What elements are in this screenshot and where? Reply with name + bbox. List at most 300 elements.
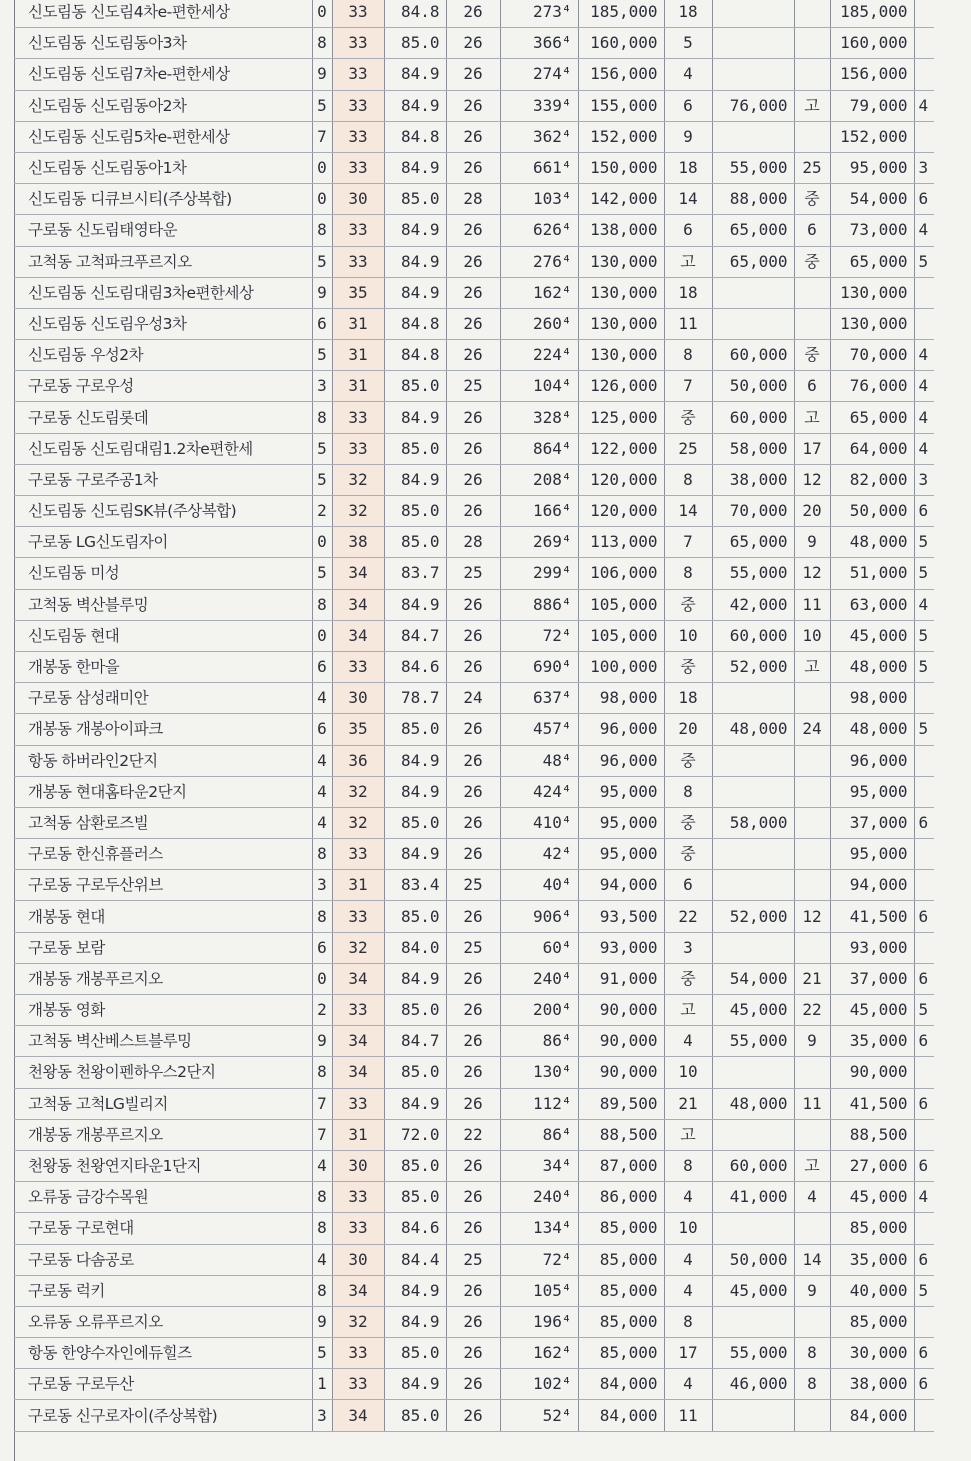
jeonse-floor-cell: 11 — [794, 589, 830, 620]
floor-level-cell: 4 — [664, 59, 712, 90]
jeonse-price-cell — [712, 932, 794, 963]
floor-level-cell: 10 — [664, 620, 712, 651]
pyeong-cell: 34 — [332, 1275, 384, 1306]
extra-cell: 6 — [914, 1338, 934, 1369]
gap-cell: 70,000 — [830, 340, 914, 371]
type-area-cell: 25 — [446, 558, 500, 589]
table-row — [14, 121, 934, 152]
jeonse-floor-cell: 10 — [794, 620, 830, 651]
jeonse-floor-cell — [794, 1400, 830, 1431]
sale-price-cell: 142,000 — [578, 184, 664, 215]
households-cell: 424⁴ — [500, 776, 578, 807]
apartment-name-cell: 구로동 구로두산위브 — [14, 870, 312, 901]
jeonse-floor-cell — [794, 683, 830, 714]
gap-cell: 94,000 — [830, 870, 914, 901]
floor-level-cell: 6 — [664, 90, 712, 121]
sale-price-cell: 130,000 — [578, 246, 664, 277]
jeonse-price-cell — [712, 839, 794, 870]
pyeong-cell: 31 — [332, 371, 384, 402]
apartment-name-cell: 신도림동 신도림동아3차 — [14, 28, 312, 59]
apartment-name-cell: 개봉동 개봉아이파크 — [14, 714, 312, 745]
sale-price-cell: 152,000 — [578, 121, 664, 152]
floor-cell: 4 — [312, 776, 332, 807]
gap-cell: 45,000 — [830, 1182, 914, 1213]
area-cell: 85.0 — [384, 807, 446, 838]
extra-cell: 4 — [914, 402, 934, 433]
households-cell: 196⁴ — [500, 1306, 578, 1337]
pyeong-cell: 33 — [332, 1369, 384, 1400]
type-area-cell: 26 — [446, 1026, 500, 1057]
pyeong-cell: 34 — [332, 1026, 384, 1057]
table-row — [14, 714, 934, 745]
floor-level-cell: 9 — [664, 121, 712, 152]
pyeong-cell: 34 — [332, 1057, 384, 1088]
jeonse-price-cell: 65,000 — [712, 527, 794, 558]
extra-cell — [914, 121, 934, 152]
apartment-name-cell: 신도림동 신도림동아2차 — [14, 90, 312, 121]
pyeong-cell: 33 — [332, 901, 384, 932]
floor-level-cell: 6 — [664, 215, 712, 246]
table-row — [14, 184, 934, 215]
sale-price-cell: 100,000 — [578, 651, 664, 682]
jeonse-price-cell: 54,000 — [712, 963, 794, 994]
jeonse-floor-cell — [794, 308, 830, 339]
type-area-cell: 26 — [446, 589, 500, 620]
sale-price-cell: 88,500 — [578, 1119, 664, 1150]
households-cell: 661⁴ — [500, 152, 578, 183]
sale-price-cell: 126,000 — [578, 371, 664, 402]
pyeong-cell: 35 — [332, 714, 384, 745]
extra-cell: 5 — [914, 714, 934, 745]
floor-level-cell: 17 — [664, 1338, 712, 1369]
extra-cell: 4 — [914, 340, 934, 371]
type-area-cell: 26 — [446, 776, 500, 807]
pyeong-cell: 33 — [332, 215, 384, 246]
type-area-cell: 26 — [446, 745, 500, 776]
gap-cell: 38,000 — [830, 1369, 914, 1400]
floor-level-cell: 고 — [664, 246, 712, 277]
floor-cell: 5 — [312, 1338, 332, 1369]
sale-price-cell: 85,000 — [578, 1275, 664, 1306]
extra-cell: 5 — [914, 620, 934, 651]
households-cell: 40⁴ — [500, 870, 578, 901]
floor-cell: 9 — [312, 1306, 332, 1337]
apartment-name-cell: 신도림동 신도림SK뷰(주상복합) — [14, 496, 312, 527]
floor-level-cell: 5 — [664, 28, 712, 59]
sale-price-cell: 120,000 — [578, 496, 664, 527]
type-area-cell: 26 — [446, 59, 500, 90]
type-area-cell: 26 — [446, 963, 500, 994]
extra-cell — [914, 0, 934, 28]
table-row — [14, 308, 934, 339]
type-area-cell: 26 — [446, 28, 500, 59]
jeonse-floor-cell — [794, 776, 830, 807]
gap-cell: 185,000 — [830, 0, 914, 28]
jeonse-price-cell: 65,000 — [712, 215, 794, 246]
jeonse-price-cell: 48,000 — [712, 1088, 794, 1119]
households-cell: 104⁴ — [500, 371, 578, 402]
jeonse-floor-cell: 4 — [794, 1182, 830, 1213]
jeonse-floor-cell: 14 — [794, 1244, 830, 1275]
jeonse-price-cell — [712, 0, 794, 28]
jeonse-price-cell: 60,000 — [712, 402, 794, 433]
floor-cell: 0 — [312, 0, 332, 28]
floor-cell: 5 — [312, 464, 332, 495]
households-cell: 299⁴ — [500, 558, 578, 589]
extra-cell: 5 — [914, 246, 934, 277]
area-cell: 85.0 — [384, 1400, 446, 1431]
gap-cell: 156,000 — [830, 59, 914, 90]
type-area-cell: 26 — [446, 1338, 500, 1369]
table-row — [14, 402, 934, 433]
pyeong-cell: 33 — [332, 1213, 384, 1244]
floor-level-cell: 8 — [664, 1150, 712, 1181]
households-cell: 269⁴ — [500, 527, 578, 558]
households-cell: 162⁴ — [500, 277, 578, 308]
households-cell: 86⁴ — [500, 1026, 578, 1057]
jeonse-price-cell: 60,000 — [712, 620, 794, 651]
area-cell: 85.0 — [384, 496, 446, 527]
extra-cell — [914, 932, 934, 963]
gap-cell: 30,000 — [830, 1338, 914, 1369]
sale-price-cell: 155,000 — [578, 90, 664, 121]
type-area-cell: 26 — [446, 433, 500, 464]
pyeong-cell: 32 — [332, 807, 384, 838]
table-row — [14, 59, 934, 90]
floor-level-cell: 20 — [664, 714, 712, 745]
jeonse-price-cell — [712, 1119, 794, 1150]
pyeong-cell: 33 — [332, 246, 384, 277]
pyeong-cell: 33 — [332, 90, 384, 121]
households-cell: 906⁴ — [500, 901, 578, 932]
apartment-name-cell: 구로동 LG신도림자이 — [14, 527, 312, 558]
table-row — [14, 901, 934, 932]
floor-cell: 6 — [312, 932, 332, 963]
gap-cell: 48,000 — [830, 714, 914, 745]
floor-level-cell: 25 — [664, 433, 712, 464]
jeonse-floor-cell: 9 — [794, 1275, 830, 1306]
floor-cell: 8 — [312, 28, 332, 59]
floor-cell: 6 — [312, 308, 332, 339]
type-area-cell: 25 — [446, 870, 500, 901]
sale-price-cell: 85,000 — [578, 1244, 664, 1275]
apartment-name-cell: 개봉동 현대홈타운2단지 — [14, 776, 312, 807]
jeonse-floor-cell: 25 — [794, 152, 830, 183]
gap-cell: 96,000 — [830, 745, 914, 776]
apartment-name-cell: 구로동 신도림태영타운 — [14, 215, 312, 246]
apartment-name-cell: 고척동 고척파크푸르지오 — [14, 246, 312, 277]
jeonse-price-cell: 55,000 — [712, 1026, 794, 1057]
jeonse-floor-cell: 12 — [794, 901, 830, 932]
jeonse-floor-cell: 22 — [794, 995, 830, 1026]
jeonse-floor-cell: 중 — [794, 184, 830, 215]
pyeong-cell: 33 — [332, 121, 384, 152]
sale-price-cell: 90,000 — [578, 995, 664, 1026]
extra-cell: 4 — [914, 589, 934, 620]
apartment-name-cell: 신도림동 신도림5차e-편한세상 — [14, 121, 312, 152]
sale-price-cell: 84,000 — [578, 1400, 664, 1431]
sale-price-cell: 90,000 — [578, 1057, 664, 1088]
area-cell: 85.0 — [384, 1338, 446, 1369]
extra-cell: 5 — [914, 651, 934, 682]
pyeong-cell: 34 — [332, 558, 384, 589]
floor-cell: 9 — [312, 59, 332, 90]
extra-cell: 6 — [914, 807, 934, 838]
type-area-cell: 26 — [446, 901, 500, 932]
type-area-cell: 26 — [446, 496, 500, 527]
area-cell: 85.0 — [384, 714, 446, 745]
households-cell: 276⁴ — [500, 246, 578, 277]
apartment-name-cell: 고척동 벽산베스트블루밍 — [14, 1026, 312, 1057]
gap-cell: 45,000 — [830, 995, 914, 1026]
jeonse-price-cell: 55,000 — [712, 1338, 794, 1369]
floor-level-cell: 8 — [664, 776, 712, 807]
table-row — [14, 277, 934, 308]
apartment-name-cell: 오류동 금강수목원 — [14, 1182, 312, 1213]
gap-cell: 41,500 — [830, 901, 914, 932]
sale-price-cell: 130,000 — [578, 308, 664, 339]
jeonse-price-cell: 45,000 — [712, 995, 794, 1026]
table-row — [14, 839, 934, 870]
gap-cell: 152,000 — [830, 121, 914, 152]
floor-cell: 0 — [312, 527, 332, 558]
gap-cell: 98,000 — [830, 683, 914, 714]
households-cell: 112⁴ — [500, 1088, 578, 1119]
floor-cell: 8 — [312, 1182, 332, 1213]
area-cell: 84.9 — [384, 152, 446, 183]
pyeong-cell: 33 — [332, 0, 384, 28]
type-area-cell: 24 — [446, 683, 500, 714]
area-cell: 84.9 — [384, 464, 446, 495]
floor-level-cell: 8 — [664, 464, 712, 495]
households-cell: 457⁴ — [500, 714, 578, 745]
area-cell: 84.9 — [384, 963, 446, 994]
pyeong-cell: 33 — [332, 59, 384, 90]
extra-cell: 6 — [914, 1244, 934, 1275]
apartment-name-cell: 신도림동 신도림4차e-편한세상 — [14, 0, 312, 28]
sale-price-cell: 91,000 — [578, 963, 664, 994]
floor-level-cell: 중 — [664, 963, 712, 994]
jeonse-price-cell: 42,000 — [712, 589, 794, 620]
gap-cell: 63,000 — [830, 589, 914, 620]
extra-cell — [914, 277, 934, 308]
area-cell: 84.9 — [384, 59, 446, 90]
gap-cell: 37,000 — [830, 963, 914, 994]
floor-level-cell: 11 — [664, 1400, 712, 1431]
table-row — [14, 1150, 934, 1181]
gap-cell: 95,000 — [830, 152, 914, 183]
floor-cell: 8 — [312, 1057, 332, 1088]
table-row — [14, 1244, 934, 1275]
apartment-name-cell: 신도림동 신도림7차e-편한세상 — [14, 59, 312, 90]
floor-cell: 5 — [312, 433, 332, 464]
households-cell: 52⁴ — [500, 1400, 578, 1431]
floor-cell: 3 — [312, 870, 332, 901]
apartment-name-cell: 구로동 럭키 — [14, 1275, 312, 1306]
apartment-name-cell: 구로동 보람 — [14, 932, 312, 963]
area-cell: 84.9 — [384, 246, 446, 277]
gap-cell: 130,000 — [830, 277, 914, 308]
households-cell: 42⁴ — [500, 839, 578, 870]
pyeong-cell: 32 — [332, 496, 384, 527]
extra-cell: 6 — [914, 1026, 934, 1057]
jeonse-price-cell: 58,000 — [712, 807, 794, 838]
pyeong-cell: 33 — [332, 1088, 384, 1119]
households-cell: 86⁴ — [500, 1119, 578, 1150]
households-cell: 362⁴ — [500, 121, 578, 152]
floor-cell: 1 — [312, 1369, 332, 1400]
area-cell: 85.0 — [384, 527, 446, 558]
apartment-name-cell: 개봉동 한마을 — [14, 651, 312, 682]
sale-price-cell: 90,000 — [578, 1026, 664, 1057]
jeonse-price-cell — [712, 59, 794, 90]
pyeong-cell: 35 — [332, 277, 384, 308]
table-row — [14, 1026, 934, 1057]
pyeong-cell: 30 — [332, 184, 384, 215]
table-row — [14, 527, 934, 558]
floor-level-cell: 21 — [664, 1088, 712, 1119]
jeonse-floor-cell: 고 — [794, 1150, 830, 1181]
area-cell: 84.9 — [384, 776, 446, 807]
type-area-cell: 26 — [446, 121, 500, 152]
table-row — [14, 683, 934, 714]
jeonse-price-cell — [712, 308, 794, 339]
pyeong-cell: 34 — [332, 620, 384, 651]
type-area-cell: 22 — [446, 1119, 500, 1150]
apartment-name-cell: 천왕동 천왕연지타운1단지 — [14, 1150, 312, 1181]
floor-cell: 9 — [312, 277, 332, 308]
area-cell: 84.4 — [384, 1244, 446, 1275]
type-area-cell: 26 — [446, 807, 500, 838]
sale-price-cell: 93,000 — [578, 932, 664, 963]
apartment-name-cell: 항동 한양수자인에듀힐즈 — [14, 1338, 312, 1369]
apartment-name-cell: 항동 하버라인2단지 — [14, 745, 312, 776]
floor-level-cell: 8 — [664, 558, 712, 589]
floor-cell: 3 — [312, 371, 332, 402]
table-row — [14, 246, 934, 277]
jeonse-price-cell — [712, 1057, 794, 1088]
extra-cell — [914, 28, 934, 59]
table-row — [14, 1119, 934, 1150]
type-area-cell: 26 — [446, 620, 500, 651]
sale-price-cell: 156,000 — [578, 59, 664, 90]
type-area-cell: 26 — [446, 1400, 500, 1431]
apartment-name-cell: 천왕동 천왕이펜하우스2단지 — [14, 1057, 312, 1088]
households-cell: 166⁴ — [500, 496, 578, 527]
floor-cell: 0 — [312, 184, 332, 215]
jeonse-price-cell: 58,000 — [712, 433, 794, 464]
table-row — [14, 90, 934, 121]
gap-cell: 93,000 — [830, 932, 914, 963]
type-area-cell: 26 — [446, 215, 500, 246]
households-cell: 240⁴ — [500, 963, 578, 994]
table-row — [14, 558, 934, 589]
households-cell: 130⁴ — [500, 1057, 578, 1088]
area-cell: 84.8 — [384, 340, 446, 371]
floor-level-cell: 4 — [664, 1275, 712, 1306]
table-row — [14, 1400, 934, 1431]
floor-level-cell: 3 — [664, 932, 712, 963]
table-row — [14, 1088, 934, 1119]
households-cell: 366⁴ — [500, 28, 578, 59]
table-row — [14, 340, 934, 371]
area-cell: 84.9 — [384, 1275, 446, 1306]
jeonse-floor-cell: 고 — [794, 651, 830, 682]
jeonse-price-cell — [712, 277, 794, 308]
floor-cell: 3 — [312, 1400, 332, 1431]
floor-level-cell: 7 — [664, 371, 712, 402]
floor-cell: 8 — [312, 901, 332, 932]
sale-price-cell: 150,000 — [578, 152, 664, 183]
area-cell: 84.9 — [384, 1088, 446, 1119]
apartment-name-cell: 구로동 한신휴플러스 — [14, 839, 312, 870]
floor-level-cell: 중 — [664, 807, 712, 838]
floor-level-cell: 4 — [664, 1026, 712, 1057]
jeonse-floor-cell: 중 — [794, 246, 830, 277]
apartment-price-table — [14, 0, 934, 1432]
table-row — [14, 932, 934, 963]
floor-level-cell: 중 — [664, 745, 712, 776]
sale-price-cell: 98,000 — [578, 683, 664, 714]
extra-cell — [914, 308, 934, 339]
pyeong-cell: 31 — [332, 1119, 384, 1150]
extra-cell: 6 — [914, 496, 934, 527]
floor-level-cell: 10 — [664, 1213, 712, 1244]
type-area-cell: 28 — [446, 184, 500, 215]
gap-cell: 90,000 — [830, 1057, 914, 1088]
type-area-cell: 28 — [446, 527, 500, 558]
households-cell: 102⁴ — [500, 1369, 578, 1400]
sale-price-cell: 138,000 — [578, 215, 664, 246]
jeonse-price-cell — [712, 1400, 794, 1431]
gap-cell: 65,000 — [830, 402, 914, 433]
sale-price-cell: 95,000 — [578, 807, 664, 838]
floor-level-cell: 18 — [664, 277, 712, 308]
jeonse-price-cell — [712, 745, 794, 776]
extra-cell: 6 — [914, 1088, 934, 1119]
jeonse-floor-cell: 고 — [794, 90, 830, 121]
sale-price-cell: 95,000 — [578, 839, 664, 870]
type-area-cell: 26 — [446, 1369, 500, 1400]
jeonse-floor-cell — [794, 839, 830, 870]
pyeong-cell: 33 — [332, 402, 384, 433]
gap-cell: 85,000 — [830, 1213, 914, 1244]
households-cell: 134⁴ — [500, 1213, 578, 1244]
pyeong-cell: 31 — [332, 340, 384, 371]
jeonse-floor-cell — [794, 0, 830, 28]
floor-cell: 7 — [312, 121, 332, 152]
sale-price-cell: 87,000 — [578, 1150, 664, 1181]
sale-price-cell: 85,000 — [578, 1306, 664, 1337]
extra-cell: 5 — [914, 1275, 934, 1306]
area-cell: 85.0 — [384, 28, 446, 59]
type-area-cell: 26 — [446, 1150, 500, 1181]
apartment-name-cell: 신도림동 신도림대림1.2차e편한세 — [14, 433, 312, 464]
jeonse-price-cell: 88,000 — [712, 184, 794, 215]
gap-cell: 35,000 — [830, 1244, 914, 1275]
table-row — [14, 371, 934, 402]
jeonse-price-cell — [712, 1306, 794, 1337]
extra-cell — [914, 59, 934, 90]
gap-cell: 45,000 — [830, 620, 914, 651]
sale-price-cell: 94,000 — [578, 870, 664, 901]
table-row — [14, 464, 934, 495]
sale-price-cell: 95,000 — [578, 776, 664, 807]
sale-price-cell: 160,000 — [578, 28, 664, 59]
table-row — [14, 1338, 934, 1369]
area-cell: 84.6 — [384, 1213, 446, 1244]
jeonse-floor-cell: 11 — [794, 1088, 830, 1119]
